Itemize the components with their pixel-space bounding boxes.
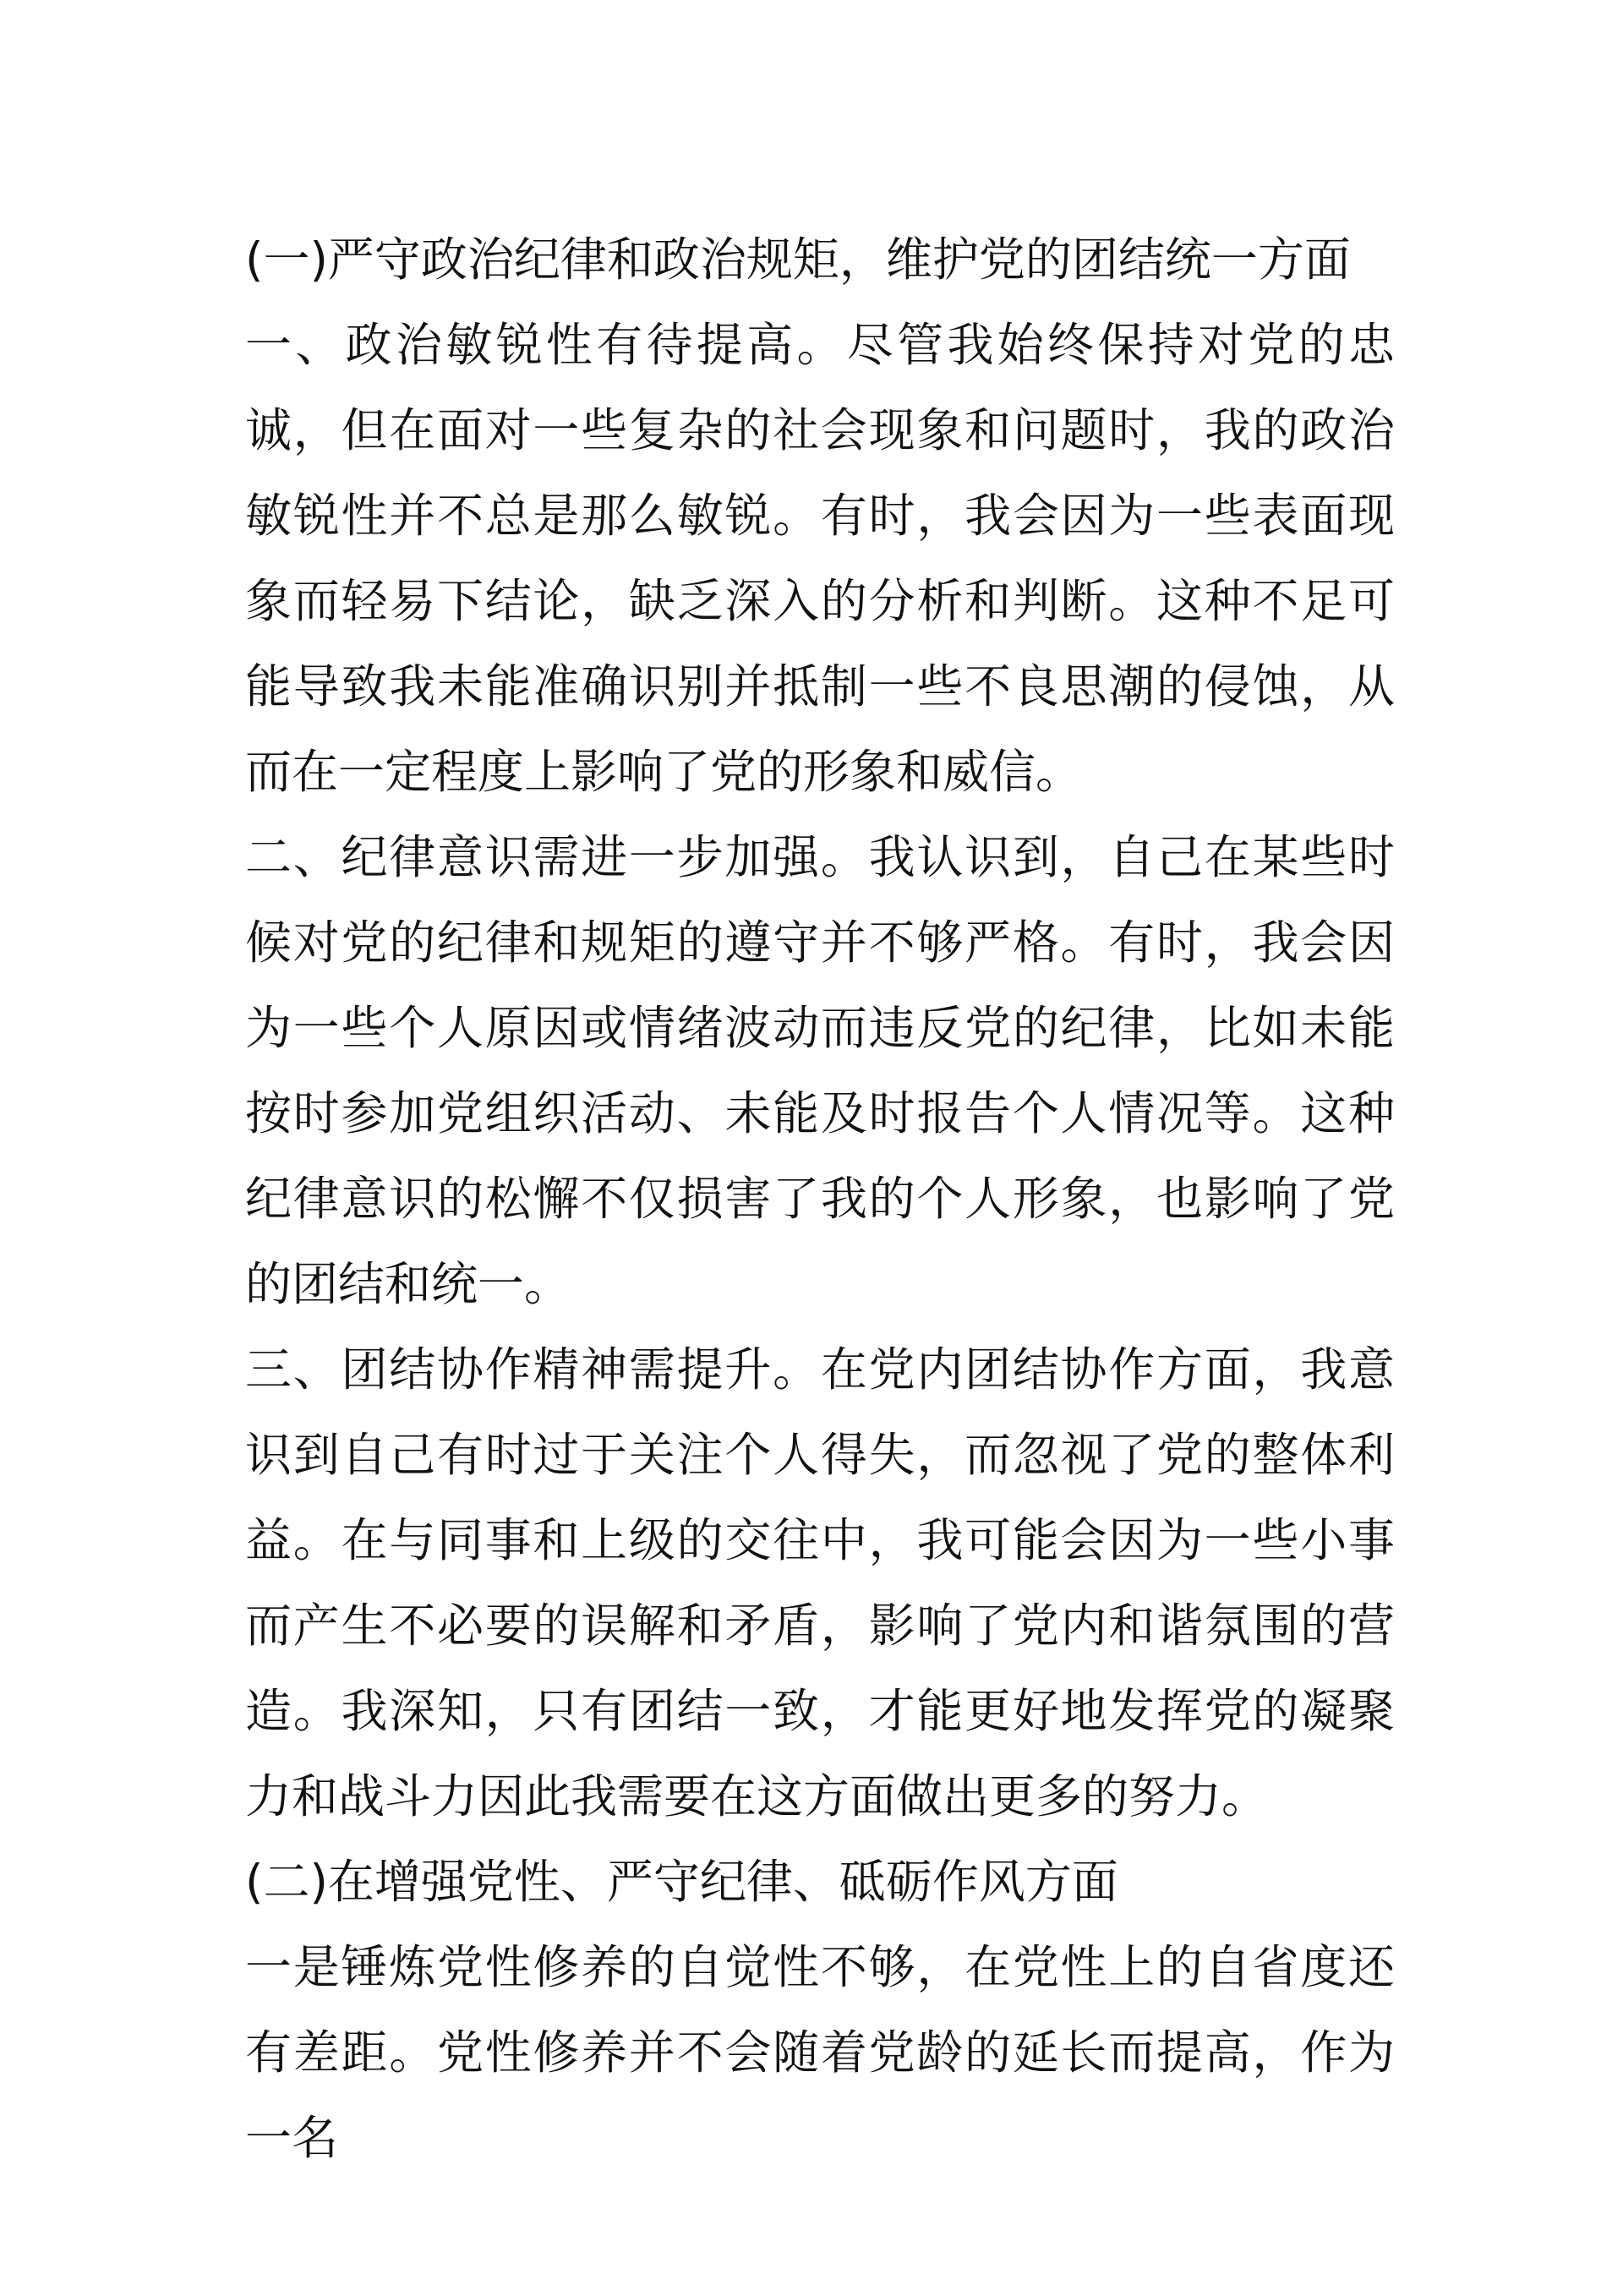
paragraph-political-sensitivity: 一、政治敏锐性有待提高。尽管我始终保持对党的忠诚，但在面对一些复杂的社会现象和问题时，我的政治敏锐性并不总是那么敏锐。有时，我会因为一些表面现象而轻易下结论，缺乏深入的分析和判断。这种不足可能导致我未能准确识别并抵制一些不良思潮的侵蚀，从而在一定程度上影响了党的形象和威信。 — [245, 318, 1395, 799]
document-body — [245, 217, 1395, 2181]
paragraph-teamwork-spirit: 三、团结协作精神需提升。在党内团结协作方面，我意识到自己有时过于关注个人得失，而忽视了党的整体利益。在与同事和上级的交往中，我可能会因为一些小事而产生不必要的误解和矛盾，影响了党内和谐氛围的营造。我深知，只有团结一致，才能更好地发挥党的凝聚力和战斗力因此我需要在这方面做出更多的努力。 — [245, 1342, 1395, 1823]
paragraph-discipline-awareness: 二、纪律意识需进一步加强。我认识到，自己在某些时候对党的纪律和规矩的遵守并不够严格。有时，我会因为一些个人原因或情绪波动而违反党的纪律，比如未能按时参加党组织活动、未能及时报告个人情况等。这种纪律意识的松懈不仅损害了我的个人形象，也影响了党的团结和统一。 — [245, 830, 1395, 1311]
section-heading-2: (二)在增强党性、严守纪律、砥砺作风方面 — [245, 1855, 1118, 1909]
section-heading-1: (一)严守政治纪律和政治规矩，维护党的团结统一方面 — [245, 232, 1351, 287]
paragraph-party-cultivation: 一是锤炼党性修养的自觉性不够，在党性上的自省度还有差距。党性修养并不会随着党龄的延长而提高，作为一名 — [245, 1940, 1395, 2165]
